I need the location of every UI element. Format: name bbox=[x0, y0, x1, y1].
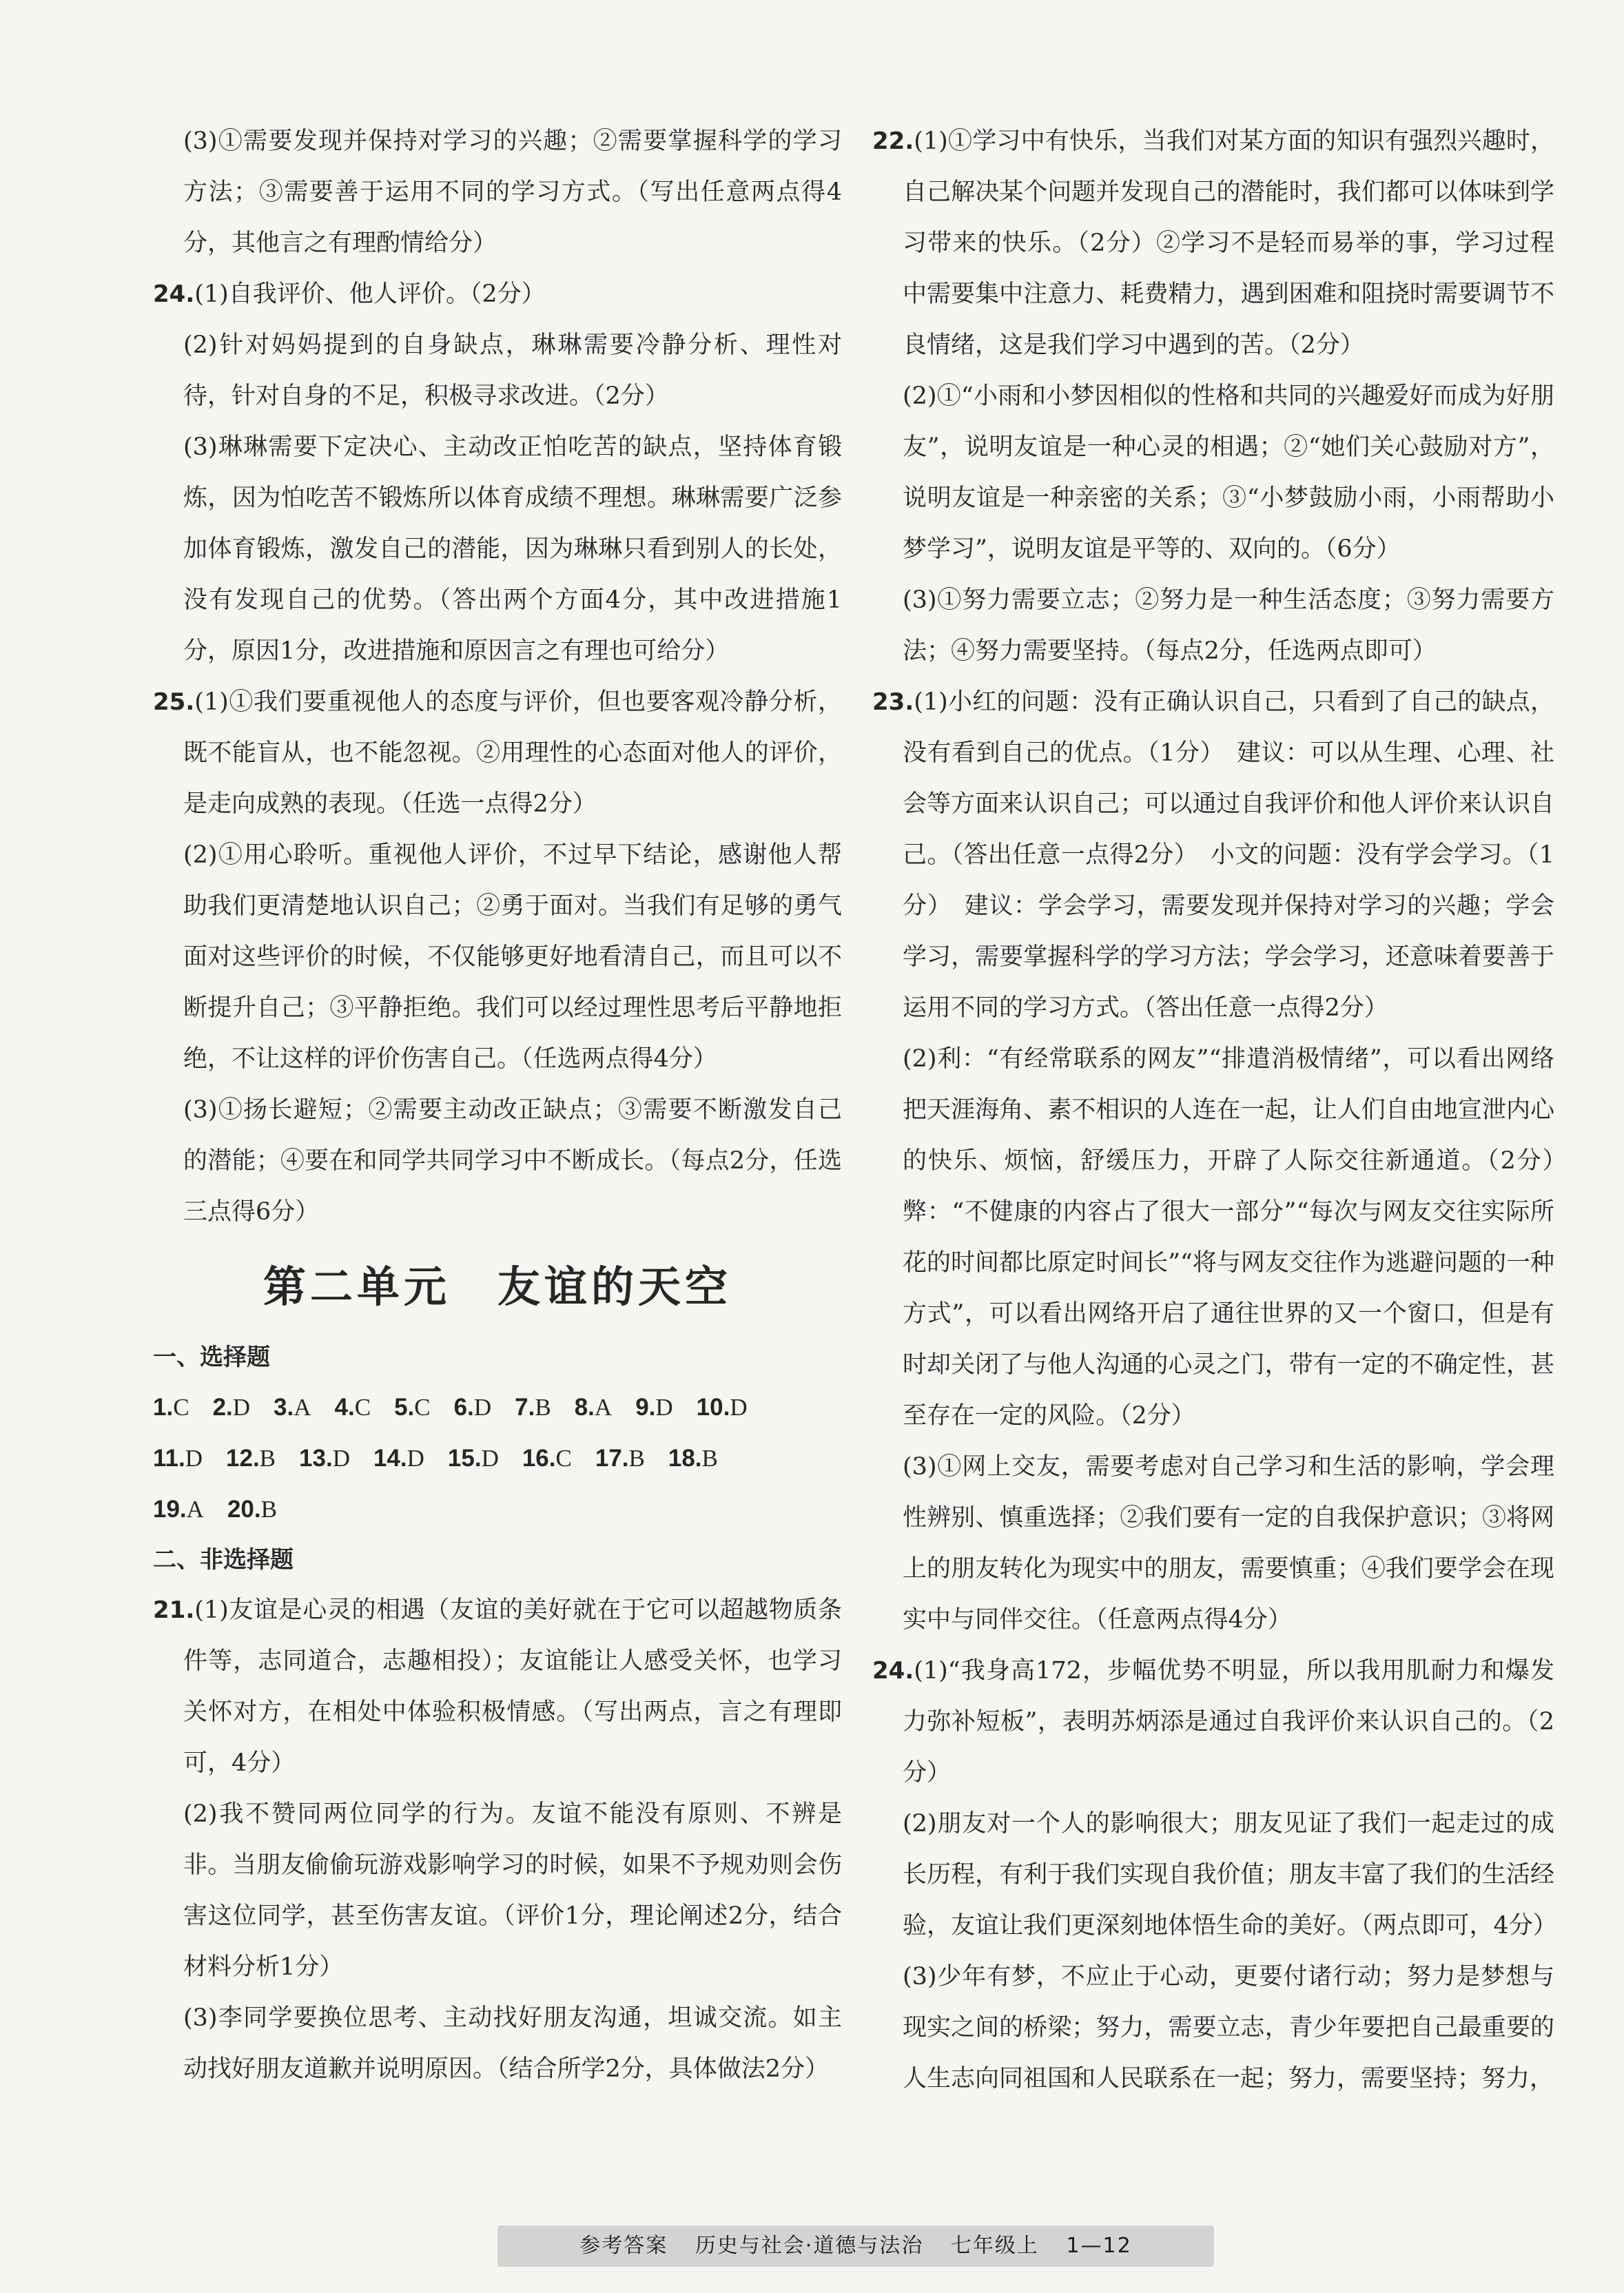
page-footer bbox=[497, 2225, 1214, 2267]
section-heading-choice: 一、选择题 bbox=[153, 1344, 270, 1371]
choice-letter: D bbox=[185, 1445, 203, 1472]
left-column bbox=[153, 116, 842, 2095]
choice-number: 7. bbox=[515, 1394, 535, 1421]
answer-text: (3)①网上交友，需要考虑对自己学习和生活的影响，学会理性辨别、慎重选择；②我们要有一定的自我保护意识；③将网上的朋友转化为现实中的朋友，需要慎重；④我们要学会在现实中与同伴交往。（任意两点得4分） bbox=[903, 1453, 1554, 1634]
choice-letter: D bbox=[655, 1394, 673, 1421]
answer-text: (1)自我评价、他人评价。（2分） bbox=[194, 280, 546, 308]
answer-paragraph bbox=[872, 1951, 1554, 2104]
question-number: 25. bbox=[153, 688, 195, 716]
choice-letter: B bbox=[535, 1394, 551, 1421]
answer-paragraph bbox=[153, 1993, 842, 2095]
choice-answer-grid bbox=[153, 1382, 842, 1535]
answer-text: (2)我不赞同两位同学的行为。友谊不能没有原则、不辨是非。当朋友偷偷玩游戏影响学习的时候，如果不予规劝则会伤害这位同学，甚至伤害友谊。（评价1分，理论阐述2分，结合材料分析1分） bbox=[183, 1800, 842, 1981]
footer-label: 参考答案 bbox=[579, 2234, 668, 2258]
answer-paragraph bbox=[153, 1084, 842, 1237]
answer-text: (1)“我身高172，步幅优势不明显，所以我用肌耐力和爆发力弥补短板”，表明苏炳添是通过自我评价来认识自己的。（2分） bbox=[903, 1657, 1554, 1787]
choice-number: 4. bbox=[334, 1394, 355, 1421]
choice-answer bbox=[394, 1382, 431, 1433]
answer-paragraph bbox=[872, 1798, 1557, 1951]
footer-grade: 七年级上 bbox=[950, 2234, 1039, 2258]
choice-number: 16. bbox=[522, 1445, 556, 1472]
answer-paragraph bbox=[872, 575, 1554, 677]
answer-paragraph bbox=[153, 269, 842, 320]
choice-number: 17. bbox=[595, 1445, 629, 1472]
choice-answer bbox=[335, 1382, 371, 1433]
left-top-answers bbox=[153, 116, 842, 1237]
answer-paragraph bbox=[153, 422, 842, 677]
answer-paragraph bbox=[153, 830, 842, 1084]
choice-answer bbox=[373, 1433, 424, 1484]
choice-letter: C bbox=[173, 1394, 189, 1421]
answer-paragraph bbox=[872, 1645, 1554, 1798]
choice-number: 14. bbox=[373, 1445, 407, 1472]
unit-title: 第二单元 友谊的天空 bbox=[263, 1262, 732, 1312]
choice-number: 8. bbox=[574, 1394, 595, 1421]
choice-answer bbox=[635, 1382, 672, 1433]
question-number: 21. bbox=[153, 1596, 195, 1624]
choice-answer bbox=[153, 1382, 189, 1433]
choice-letter: B bbox=[259, 1445, 276, 1472]
choice-letter: B bbox=[701, 1445, 718, 1472]
answer-text: (3)①需要发现并保持对学习的兴趣；②需要掌握科学的学习方法；③需要善于运用不同的学习方式。（写出任意两点得4分，其他言之有理酌情给分） bbox=[183, 127, 842, 257]
answer-text: (2)利：“有经常联系的网友”“排遣消极情绪”，可以看出网络把天涯海角、素不相识的人连在一起，让人们自由地宣泄内心的快乐、烦恼，舒缓压力，开辟了人际交往新通道。（2分） 弊：“不健康的内容占了很大一部分”“每次与网友交往实际所花的时间都比原定时间长”“将与网友交往作为逃避问题的一种方式”，可以看出网络开启了通往世界的又一个窗口，但是有时却关闭了与他人沟通的心灵之门，带有一定的不确定性，甚至存在一定的风险。（2分） bbox=[903, 1045, 1579, 1430]
left-bottom-answers bbox=[153, 1585, 842, 2095]
choice-answer bbox=[522, 1433, 572, 1484]
choice-answer bbox=[153, 1484, 204, 1535]
answer-paragraph bbox=[153, 1789, 842, 1993]
choice-number: 9. bbox=[635, 1394, 656, 1421]
choice-letter: C bbox=[414, 1394, 431, 1421]
choice-answer bbox=[448, 1433, 499, 1484]
choice-letter: D bbox=[232, 1394, 251, 1421]
choice-letter: B bbox=[628, 1445, 645, 1472]
choice-number: 15. bbox=[447, 1445, 482, 1472]
choice-answer bbox=[595, 1433, 645, 1484]
choice-letter: C bbox=[354, 1394, 371, 1421]
choice-answer bbox=[153, 1433, 203, 1484]
choice-number: 2. bbox=[212, 1394, 233, 1421]
choice-letter: A bbox=[294, 1394, 311, 1421]
answer-paragraph bbox=[872, 116, 1554, 371]
choice-number: 11. bbox=[153, 1445, 185, 1472]
choice-letter: B bbox=[260, 1496, 277, 1523]
choice-number: 19. bbox=[153, 1496, 187, 1523]
answer-paragraph bbox=[872, 1034, 1579, 1441]
choice-letter: A bbox=[186, 1496, 204, 1523]
answer-row bbox=[153, 1433, 842, 1484]
answer-paragraph bbox=[153, 677, 842, 830]
answer-paragraph bbox=[872, 371, 1554, 575]
section-heading-nonchoice: 二、非选择题 bbox=[153, 1546, 294, 1574]
answer-text: (2)针对妈妈提到的自身缺点，琳琳需要冷静分析、理性对待，针对自身的不足，积极寻求改进。（2分） bbox=[183, 331, 842, 410]
answer-row bbox=[153, 1382, 842, 1433]
right-column bbox=[872, 116, 1579, 2104]
question-number: 24. bbox=[872, 1657, 914, 1685]
choice-answer bbox=[515, 1382, 551, 1433]
choice-number: 1. bbox=[153, 1394, 174, 1421]
answer-text: (1)友谊是心灵的相遇（友谊的美好就在于它可以超越物质条件等，志同道合，志趣相投）；友谊能让人感受关怀，也学习关怀对方，在相处中体验积极情感。（写出两点，言之有理即可，4分） bbox=[183, 1596, 842, 1777]
answer-text: (2)①用心聆听。重视他人评价，不过早下结论，感谢他人帮助我们更清楚地认识自己；②勇于面对。当我们有足够的勇气面对这些评价的时候，不仅能够更好地看清自己，而且可以不断提升自己；③平静拒绝。我们可以经过理性思考后平静地拒绝，不让这样的评价伤害自己。（任选两点得4分） bbox=[183, 841, 842, 1073]
answer-text: (2)①“小雨和小梦因相似的性格和共同的兴趣爱好而成为好朋友”，说明友谊是一种心灵的相遇；②“她们关心鼓励对方”，说明友谊是一种亲密的关系；③“小梦鼓励小雨，小雨帮助小梦学习”，说明友谊是平等的、双向的。（6分） bbox=[903, 382, 1554, 563]
choice-number: 3. bbox=[274, 1394, 294, 1421]
answer-text: (3)①扬长避短；②需要主动改正缺点；③需要不断激发自己的潜能；④要在和同学共同学习中不断成长。（每点2分，任选三点得6分） bbox=[183, 1096, 842, 1226]
answer-text: (3)①努力需要立志；②努力是一种生活态度；③努力需要方法；④努力需要坚持。（每点2分，任选两点即可） bbox=[903, 586, 1554, 665]
choice-number: 12. bbox=[226, 1445, 260, 1472]
choice-letter: D bbox=[332, 1445, 350, 1472]
answer-text: (1)小红的问题：没有正确认识自己，只看到了自己的缺点，没有看到自己的优点。（1分） 建议：可以从生理、心理、社会等方面来认识自己；可以通过自我评价和他人评价来认识自己。（答出任意一点得2分） 小文的问题：没有学会学习。（1分） 建议：学会学习，需要发现并保持对学习的兴趣；学会学习，需要掌握科学的学习方法；学会学习，还意味着要善于运用不同的学习方式。（答出任意一点得2分） bbox=[903, 688, 1554, 1022]
choice-answer bbox=[226, 1433, 276, 1484]
answer-paragraph bbox=[153, 1585, 842, 1789]
answer-paragraph bbox=[872, 677, 1554, 1034]
choice-letter: D bbox=[407, 1445, 424, 1472]
choice-number: 13. bbox=[299, 1445, 333, 1472]
answer-paragraph bbox=[153, 320, 842, 422]
choice-answer bbox=[668, 1433, 718, 1484]
choice-number: 18. bbox=[668, 1445, 702, 1472]
answer-text: (1)①我们要重视他人的态度与评价，但也要客观冷静分析，既不能盲从，也不能忽视。②用理性的心态面对他人的评价，是走向成熟的表现。（任选一点得2分） bbox=[183, 688, 842, 818]
choice-answer bbox=[299, 1433, 350, 1484]
answer-paragraph bbox=[153, 116, 842, 269]
answer-text: (3)李同学要换位思考、主动找好朋友沟通，坦诚交流。如主动找好朋友道歉并说明原因。（结合所学2分，具体做法2分） bbox=[183, 2004, 842, 2083]
footer-subject: 历史与社会·道德与法治 bbox=[695, 2234, 924, 2258]
answer-text: (3)琳琳需要下定决心、主动改正怕吃苦的缺点，坚持体育锻炼，因为怕吃苦不锻炼所以体育成绩不理想。琳琳需要广泛参加体育锻炼，激发自己的潜能，因为琳琳只看到别人的长处，没有发现自己的优势。（答出两个方面4分，其中改进措施1分，原因1分，改进措施和原因言之有理也可给分） bbox=[183, 433, 842, 665]
question-number: 22. bbox=[872, 127, 914, 155]
choice-letter: C bbox=[555, 1445, 572, 1472]
question-number: 23. bbox=[872, 688, 914, 716]
footer-page-number: 1—12 bbox=[1066, 2234, 1132, 2258]
right-answers bbox=[872, 116, 1579, 2104]
question-number: 24. bbox=[153, 280, 195, 308]
choice-answer bbox=[274, 1382, 311, 1433]
choice-answer bbox=[575, 1382, 612, 1433]
choice-letter: A bbox=[594, 1394, 613, 1421]
choice-answer bbox=[227, 1484, 277, 1535]
choice-answer bbox=[213, 1382, 250, 1433]
choice-number: 5. bbox=[394, 1394, 415, 1421]
choice-answer bbox=[454, 1382, 491, 1433]
choice-answer bbox=[697, 1382, 748, 1433]
choice-number: 6. bbox=[453, 1394, 474, 1421]
choice-letter: D bbox=[473, 1394, 492, 1421]
choice-number: 10. bbox=[696, 1394, 730, 1421]
choice-letter: D bbox=[481, 1445, 499, 1472]
choice-number: 20. bbox=[227, 1496, 261, 1523]
answer-text: (1)①学习中有快乐，当我们对某方面的知识有强烈兴趣时，自己解决某个问题并发现自己的潜能时，我们都可以体味到学习带来的快乐。（2分）②学习不是轻而易举的事，学习过程中需要集中注意力、耗费精力，遇到困难和阻挠时需要调节不良情绪，这是我们学习中遇到的苦。（2分） bbox=[903, 127, 1554, 359]
answer-paragraph bbox=[872, 1441, 1554, 1645]
choice-letter: D bbox=[730, 1394, 748, 1421]
answer-text: (2)朋友对一个人的影响很大；朋友见证了我们一起走过的成长历程，有利于我们实现自我价值；朋友丰富了我们的生活经验，友谊让我们更深刻地体悟生命的美好。（两点即可，4分） bbox=[903, 1810, 1557, 1940]
answer-row bbox=[153, 1484, 842, 1535]
answer-text: (3)少年有梦，不应止于心动，更要付诸行动；努力是梦想与现实之间的桥梁；努力，需要立志，青少年要把自己最重要的人生志向同祖国和人民联系在一起；努力，需要坚持；努力， bbox=[903, 1963, 1554, 2093]
